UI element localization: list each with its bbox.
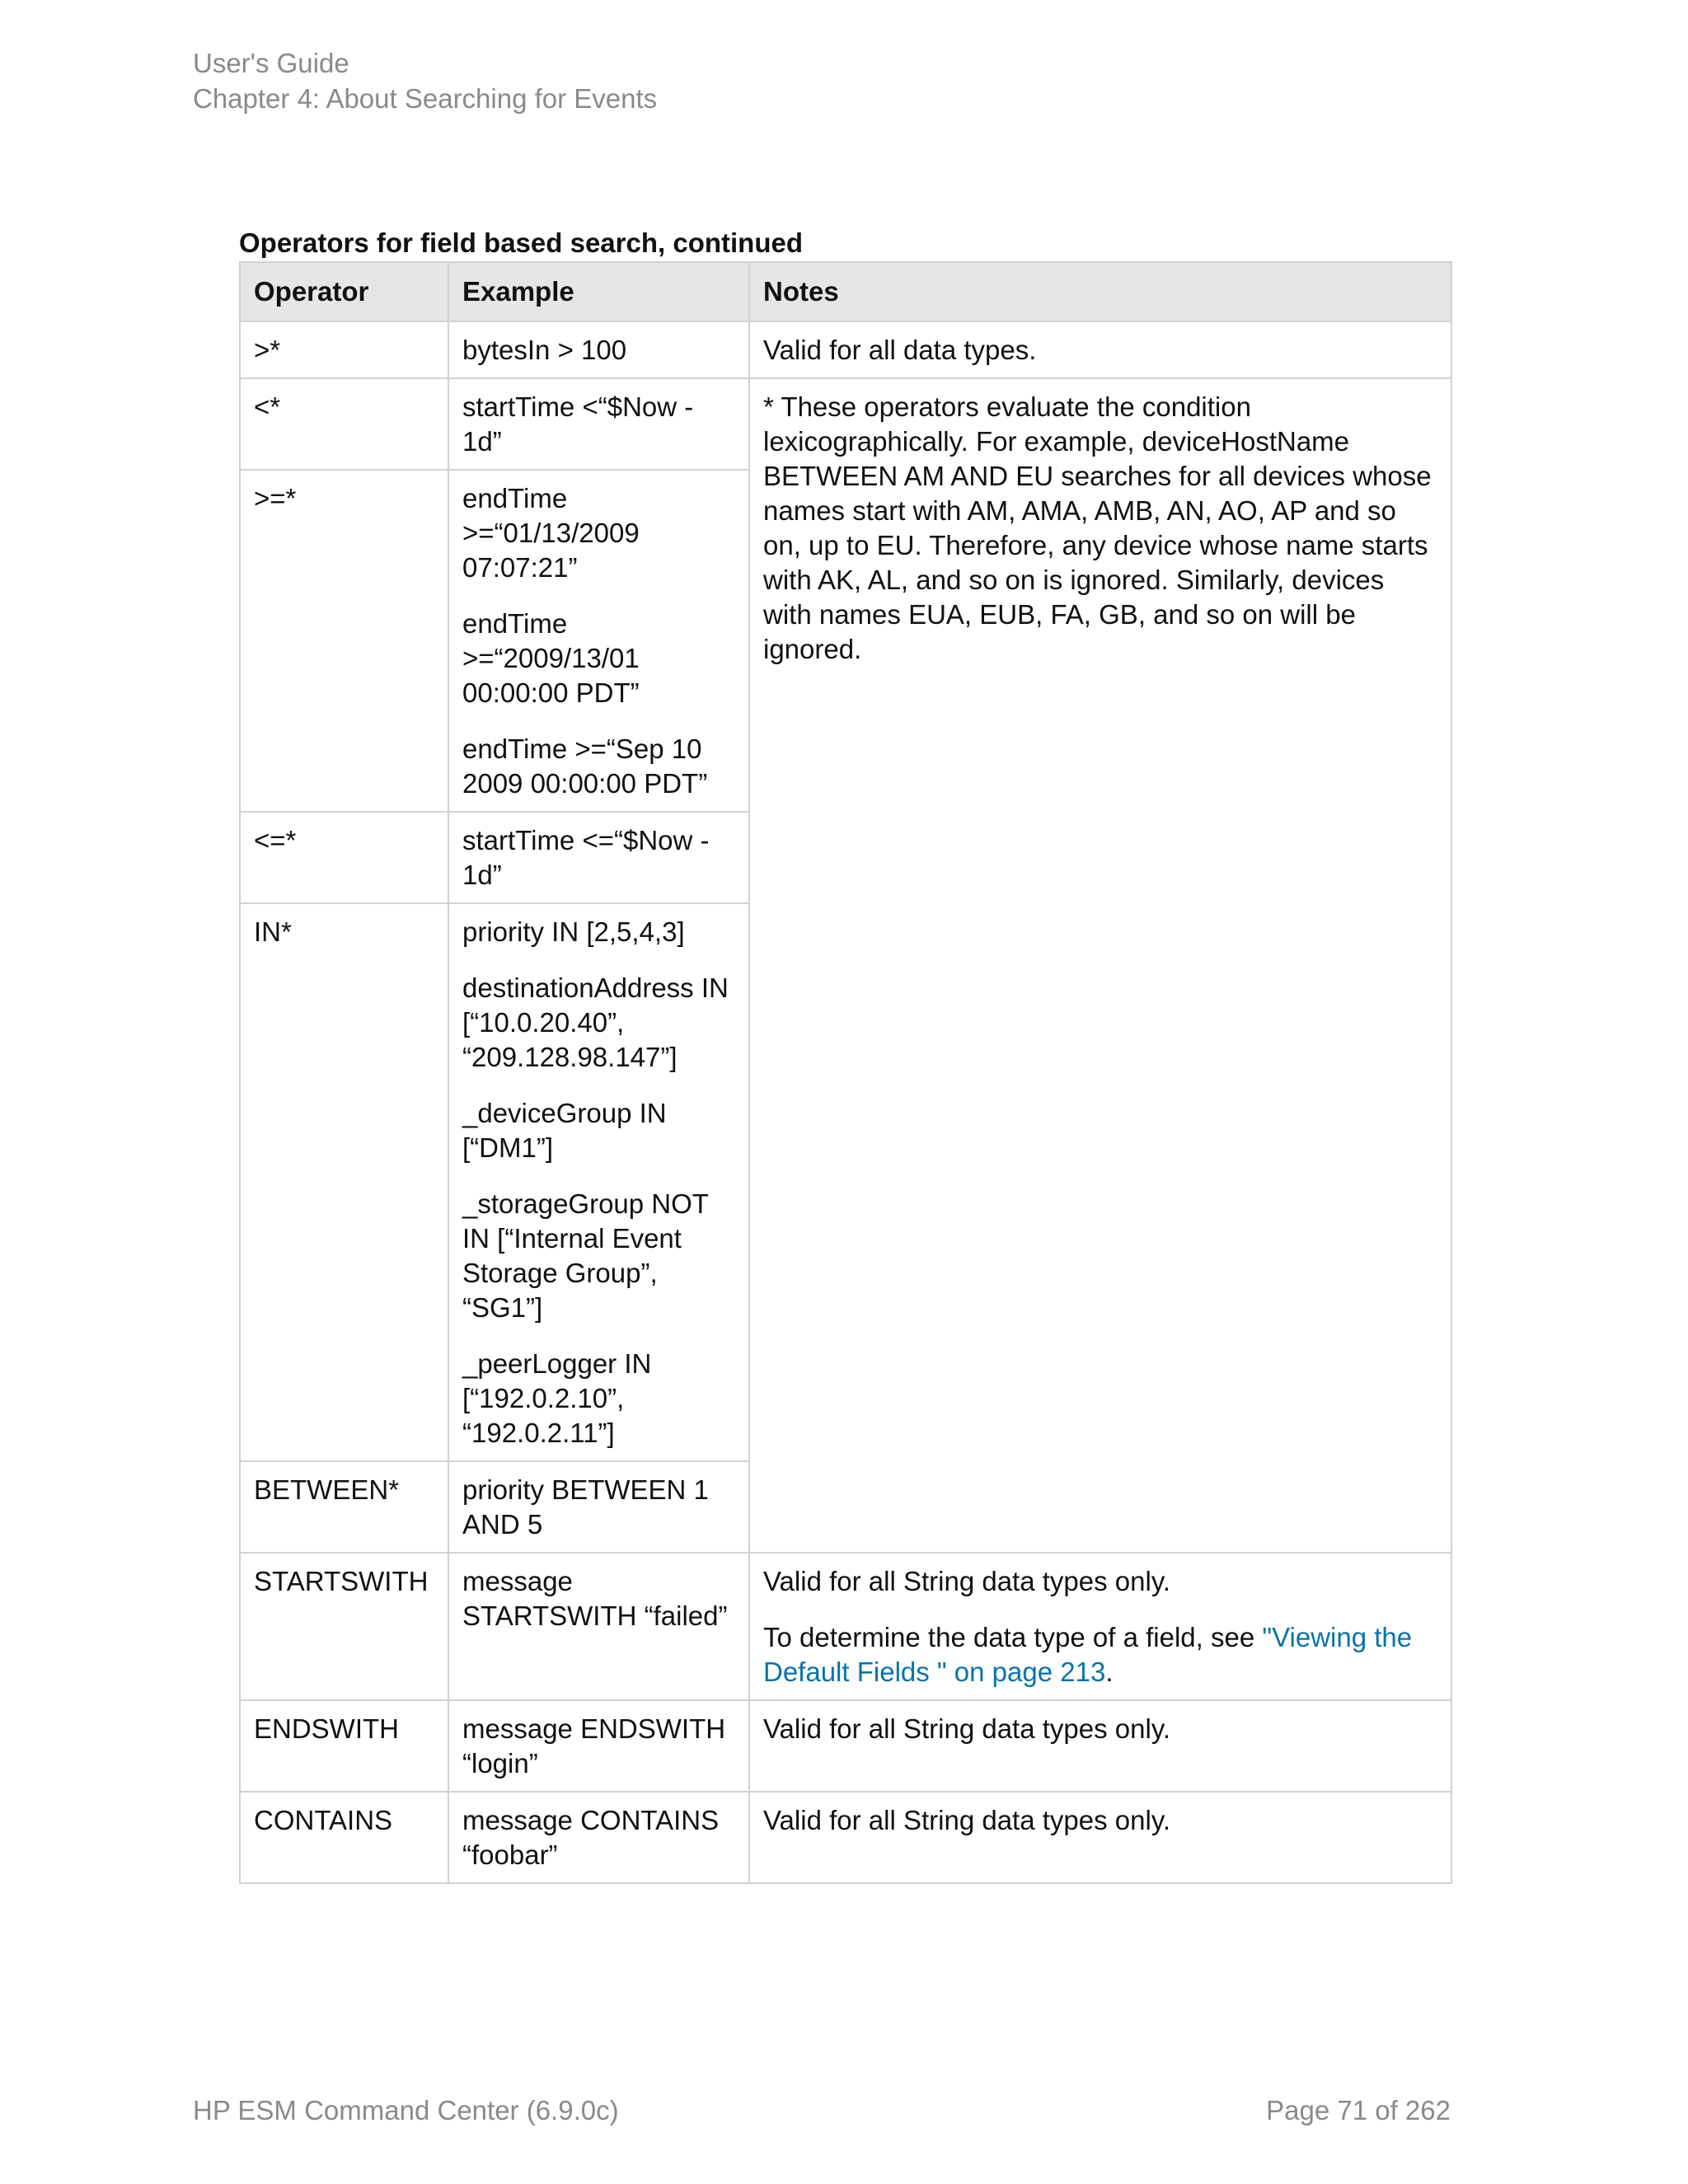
operator-cell: STARTSWITH — [240, 1553, 448, 1700]
table-caption: Operators for field based search, continued — [239, 227, 803, 258]
operator-cell: <* — [240, 378, 448, 470]
example-text: endTime >=“Sep 10 2009 00:00:00 PDT” — [462, 733, 708, 799]
example-text: _deviceGroup IN [“DM1”] — [462, 1098, 667, 1163]
example-cell — [448, 321, 749, 378]
example-text: priority IN [2,5,4,3] — [462, 916, 685, 947]
column-header-notes: Notes — [749, 262, 1451, 321]
example-cell — [448, 378, 749, 470]
example-text: destinationAddress IN [“10.0.20.40”, “209.128.98.147”] — [462, 972, 729, 1072]
notes-cell-lexicographic: * These operators evaluate the condition lexicographically. For example, deviceHostName BETWEEN AM AND EU searches for all devices whose names start with AM, AMA, AMB, AN, AO, AP and so on, up to EU. Therefore, any device whose name starts with AK, AL, and so on is ignored. Similarly, devices with names EUA, EUB, FA, GB, and so on will be ignored. — [749, 378, 1451, 1553]
notes-cell: Valid for all String data types only. — [749, 1700, 1451, 1792]
table-row — [240, 321, 1451, 378]
operator-cell: CONTAINS — [240, 1792, 448, 1883]
example-cell — [448, 1792, 749, 1883]
guide-title: User's Guide — [193, 48, 349, 78]
example-text: endTime >=“01/13/2009 07:07:21” — [462, 483, 640, 583]
operator-cell: <=* — [240, 812, 448, 903]
operator-cell: ENDSWITH — [240, 1700, 448, 1792]
example-text: bytesIn > 100 — [462, 335, 627, 365]
example-cell — [448, 1461, 749, 1553]
footer-product: HP ESM Command Center (6.9.0c) — [193, 2095, 619, 2125]
notes-cell: Valid for all data types. — [749, 321, 1451, 378]
example-cell — [448, 812, 749, 903]
chapter-title: Chapter 4: About Searching for Events — [193, 83, 658, 114]
example-text: endTime >=“2009/13/01 00:00:00 PDT” — [462, 608, 640, 708]
example-text: startTime <“$Now - 1d” — [462, 391, 694, 457]
example-cell — [448, 1700, 749, 1792]
operator-cell: >=* — [240, 470, 448, 812]
notes-cell: Valid for all String data types only. — [749, 1792, 1451, 1883]
example-cell — [448, 470, 749, 812]
running-header — [193, 45, 657, 116]
operators-table — [239, 261, 1452, 1884]
footer-page-number: Page 71 of 262 — [1266, 2095, 1451, 2125]
example-text: _storageGroup NOT IN [“Internal Event Storage Group”, “SG1”] — [462, 1188, 709, 1323]
table-row — [240, 1553, 1451, 1700]
viewing-default-fields-link[interactable]: "Viewing the Default Fields " on page 213 — [763, 1622, 1413, 1687]
column-header-operator: Operator — [240, 262, 448, 321]
see-prefix: To determine the data type of a field, see — [763, 1622, 1263, 1652]
table-header-row — [240, 262, 1451, 321]
example-cell — [448, 1553, 749, 1700]
example-text: message STARTSWITH “failed” — [462, 1566, 728, 1631]
operator-cell: IN* — [240, 903, 448, 1461]
example-text: startTime <=“$Now - 1d” — [462, 825, 710, 890]
notes-text — [763, 1620, 1437, 1690]
notes-text: Valid for all String data types only. — [763, 1566, 1171, 1596]
table-row — [240, 378, 1451, 470]
example-text: message CONTAINS “foobar” — [462, 1805, 720, 1870]
table-row — [240, 1700, 1451, 1792]
column-header-example: Example — [448, 262, 749, 321]
table-row — [240, 1792, 1451, 1883]
example-cell — [448, 903, 749, 1461]
notes-cell — [749, 1553, 1451, 1700]
example-text: _peerLogger IN [“192.0.2.10”, “192.0.2.11”] — [462, 1348, 652, 1448]
example-text: priority BETWEEN 1 AND 5 — [462, 1474, 709, 1540]
see-suffix: . — [1105, 1657, 1114, 1687]
operator-cell: >* — [240, 321, 448, 378]
operator-cell: BETWEEN* — [240, 1461, 448, 1553]
example-text: message ENDSWITH “login” — [462, 1713, 726, 1779]
